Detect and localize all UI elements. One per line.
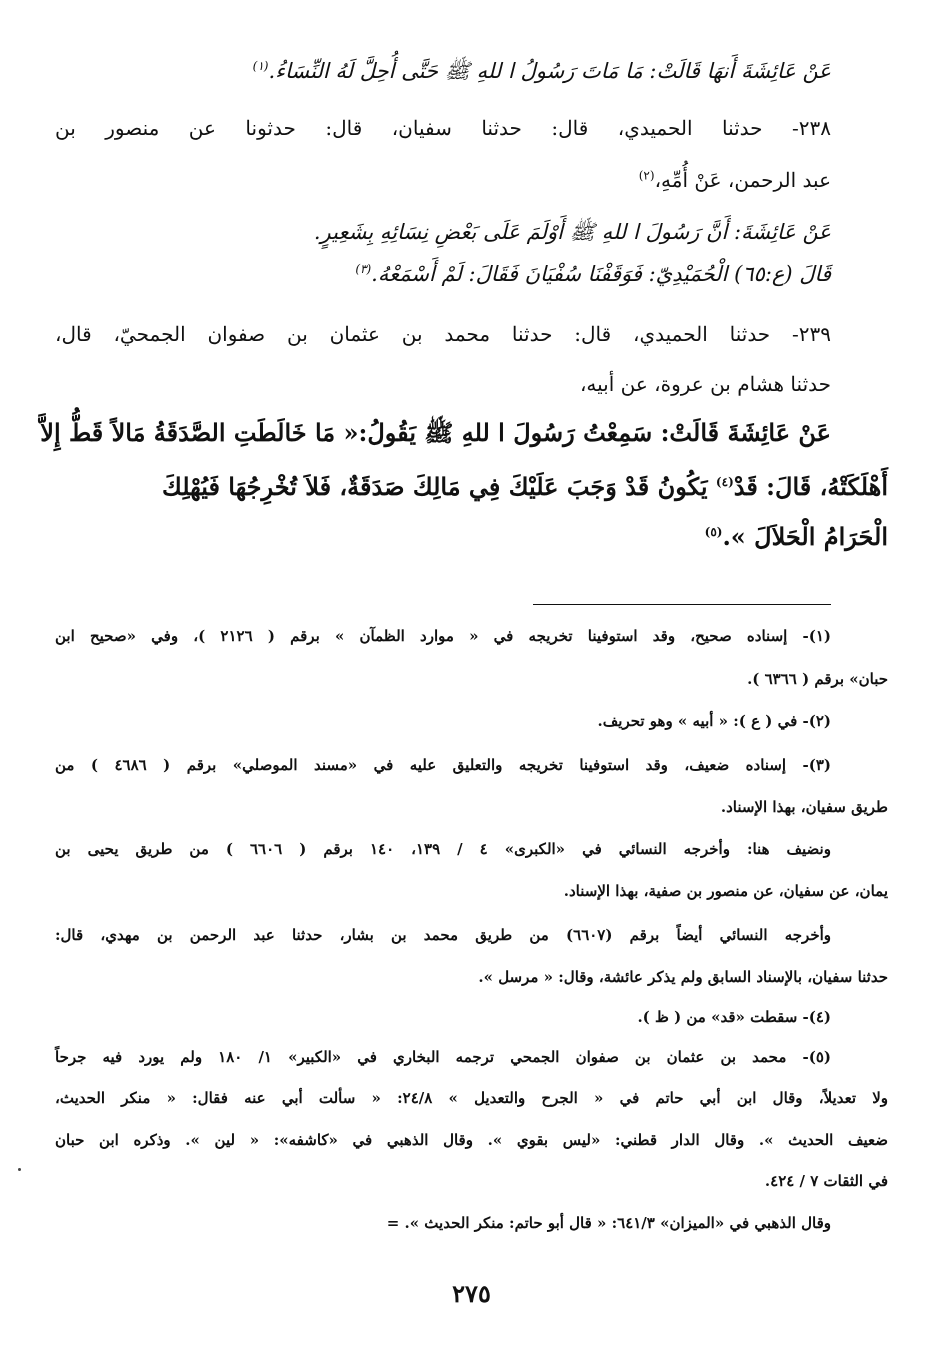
footnote-4: (٤)- سقطت «قد» من ( ظ ). [637, 1008, 831, 1026]
footnote-3-line6: حدثنا سفيان، بالإسناد السابق ولم يذكر عائشة، وقال: « مرسل ». [478, 968, 888, 986]
hadith-238-comment [355, 262, 831, 286]
footnote-5-line2: ولا تعديلاً، وقال ابن أبي حاتم في « الجرح والتعديل » ٢٤/٨: « سألت أبي عنه فقال: « منكر الحديث، [55, 1089, 889, 1107]
hadith-text: عَنْ عَائِشَةَ أَنهَا قَالَتْ: مَا مَاتَ رَسُولُ ا للهِ ﷺ حَتَّى أُحِلَّ لَهُ النِّسَاءُ. [268, 59, 831, 83]
hadith-text: يَكُونُ قَدْ وَجَبَ عَلَيْكَ فِي مَالِكَ صَدَقَةٌ، فَلاَ تُخْرِجُهَا فَيُهْلِكَ [161, 472, 708, 501]
footnote-3-line5: وأخرجه النسائي أيضاً برقم (٦٦٠٧) من طريق محمد بن بشار، حدثنا عبد الرحمن بن مهدي، قال: [55, 926, 831, 944]
footnote-1-line1: (١)- إسناده صحيح، وقد استوفينا تخريجه في « موارد الظمآن » برقم ( ٢١٢٦ )، وفي «صحيح ابن [55, 627, 831, 645]
hadith-239-line1: عَنْ عَائِشَةَ قَالَتْ: سَمِعْتُ رَسُولَ ا للهِ ﷺ يَقُولُ:« مَا خَالَطَتِ الصَّدَقَةُ مَالاً قَطُّ إِلاَّ [40, 418, 831, 447]
footnote-5-line3: ضعيف الحديث ». وقال الدار قطني: «ليس بقوي ». وقال الذهبي في «كاشفه»: « لين ». وذكره ابن حبان [55, 1131, 888, 1149]
hadith-239-line3 [705, 522, 888, 551]
footnote-5-line5: وقال الذهبي في «الميزان» ٦٤١/٣: « قال أبو حاتم: منكر الحديث ». = [386, 1214, 831, 1232]
hadith-text: أَهْلَكَتْهُ، قَالَ: قَدْ [733, 472, 888, 501]
footnote-1-line2: حبان» برقم ( ٦٣٦٦ ). [747, 670, 888, 688]
footnote-ref: (٣) [355, 262, 372, 276]
footnote-ref: (١) [252, 59, 269, 73]
footnote-ref: (٤) [715, 475, 734, 489]
footnote-separator [533, 604, 831, 605]
isnad-239-line2: حدثنا هشام بن عروة، عن أبيه، [579, 372, 831, 396]
hadith-238-text: عَنْ عَائِشَةَ: أَنَّ رَسُولَ ا للهِ ﷺ أَوْلَمَ عَلَى بَعْضِ نِسَائِهِ بِشَعِيرٍ. [313, 220, 831, 244]
hadith-text-line [253, 58, 831, 89]
footnote-5-line1: (٥)- محمد بن عثمان بن صفوان الجمحي ترجمه البخاري في «الكبير» ١/ ١٨٠ ولم يورد فيه جرحاً [55, 1048, 831, 1066]
isnad-text: عبد الرحمن، عَنْ أُمِّهِ، [654, 168, 831, 192]
scan-speck [18, 1168, 21, 1171]
footnote-3-line3: ونضيف هنا: وأخرجه النسائي في «الكبرى» ٤ / ١٣٩، ١٤٠ برقم ( ٦٦٠٦ ) من طريق يحيى بن [55, 840, 831, 858]
hadith-239-line2 [55, 472, 888, 501]
isnad-238-line2 [639, 168, 831, 192]
footnote-ref: (٥) [704, 525, 723, 539]
isnad-238-line1: ٢٣٨- حدثنا الحميدي، قال: حدثنا سفيان، قال: حدثونا عن منصور بن [55, 116, 831, 140]
footnote-3-line4: يمان، عن سفيان، عن منصور بن صفية، بهذا الإسناد. [563, 882, 888, 900]
footnote-ref: (٢) [638, 168, 655, 183]
footnote-5-line4: في الثقات ٧ / ٤٢٤. [764, 1172, 888, 1190]
footnote-3-line2: طريق سفيان، بهذا الإسناد. [720, 798, 888, 816]
page-number: ٢٧٥ [452, 1279, 491, 1308]
isnad-239-line1: ٢٣٩- حدثنا الحميدي، قال: حدثنا محمد بن عثمان بن صفوان الجمحيّ، قال، [55, 322, 831, 346]
comment-text: قَالَ (ع:٦٥) الْحُمَيْدِيّ: فَوَقَفْنَا سُفْيَانَ فَقَالَ: لَمْ أَسْمَعْهُ. [371, 262, 831, 286]
footnote-2: (٢)- في ( ع ): « أبيه » وهو تحريف. [597, 712, 831, 730]
hadith-text: الْحَرَامُ الْحَلاَلَ ». [722, 522, 888, 551]
footnote-3-line1: (٣)- إسناده ضعيف، وقد استوفينا تخريجه والتعليق عليه في «مسند الموصلي» برقم ( ٤٦٨٦ ) من [55, 756, 831, 774]
